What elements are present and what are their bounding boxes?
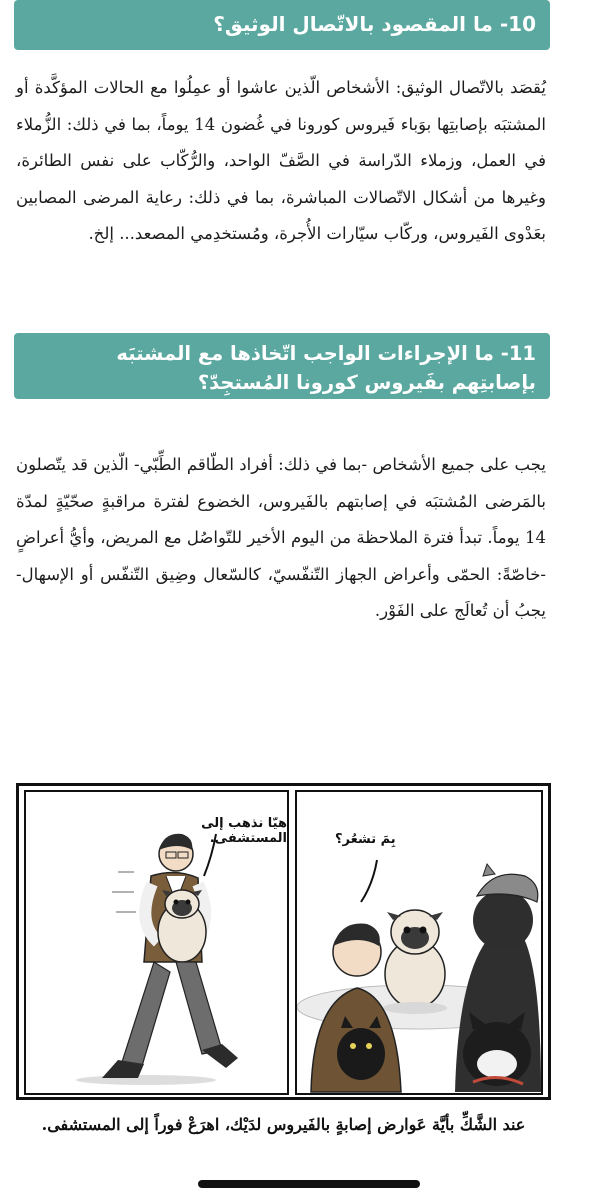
comic-strip bbox=[16, 783, 551, 1100]
pug-at-table-illustration bbox=[297, 792, 541, 1093]
comic-caption: عند الشَّكِّ بأيَّة عَوارض إصابةٍ بالفَيروس لدَيْك، اهرَعْ فوراً إلى المستشفى. bbox=[41, 1115, 526, 1134]
comic-panel-how-do-you-feel bbox=[295, 790, 543, 1095]
section-11-paragraph: يجب على جميع الأشخاص -بما في ذلك: أفراد الطّاقم الطِّبّي- الّذين قد يتّصلون بالمَرضى المُشتبَه في إصابتهم بالفَيروس، الخضوع لفترة مراقبةٍ صحّيّةٍ لمدّة 14 يوماً. تبدأ فترة الملاحظة من اليوم الأخير للتّواصُل مع المريض، وأيُّ أعراضٍ -خاصّةً: الحمّى وأعراض الجهاز التّنفّسيّ، كالسّعال وضِيق التّنفّس أو الإسهال- يجبُ أن تُعالَج على الفَوْر. bbox=[16, 455, 546, 620]
section-10-paragraph: يُقصَد بالاتّصال الوثيق: الأشخاص الّذين عاشوا أو عمِلُوا مع الحالات المؤكَّدة أو المشتبَه بإصابتِها بوَباء فَيروس كورونا في غُضون 14 يوماً، بما في ذلك: الزُّملاء في العمل، وزملاء الدّراسة في الصَّفّ الواحد، والرُّكّاب على نفس الطائرة، وغيرها من أشكال الاتّصالات المباشرة، بما في ذلك: رعاية المرضى المصابين بعَدْوى الفَيروس، وركّاب سيّارات الأُجرة، ومُستخدِمي المصعد... إلخ. bbox=[16, 78, 546, 243]
section-11-heading: 11- ما الإجراءات الواجب اتّخاذها مع المشتبَه بإصابتِهم بفَيروس كورونا المُستجِدّ؟ bbox=[14, 333, 550, 399]
speech-bubble-left: هيّا نذهب إلى المستشفى. bbox=[201, 816, 287, 846]
home-indicator[interactable] bbox=[198, 1180, 420, 1188]
comic-panel-hospital bbox=[24, 790, 289, 1095]
speech-bubble-right: بِمَ تشعُر؟ bbox=[335, 832, 396, 847]
section-10-heading: 10- ما المقصود بالاتّصال الوثيق؟ bbox=[14, 0, 550, 50]
